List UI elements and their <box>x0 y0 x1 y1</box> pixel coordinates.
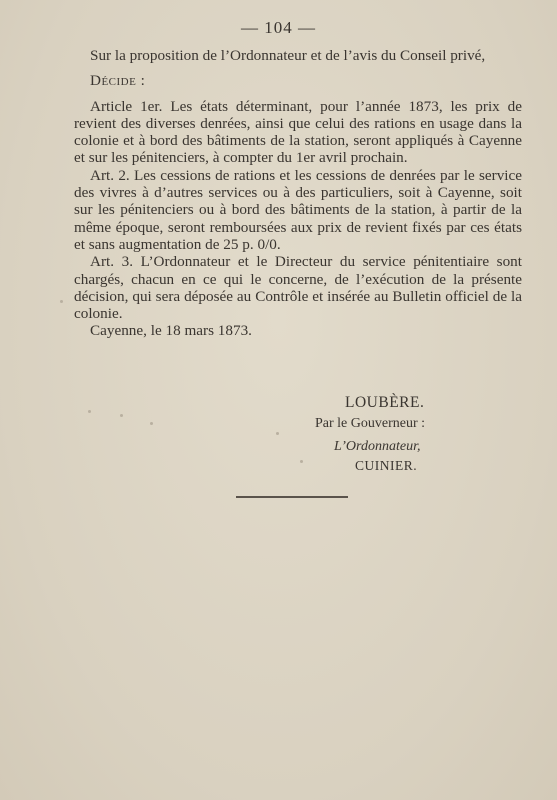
date-line: Cayenne, le 18 mars 1873. <box>90 322 252 340</box>
paper-speck <box>276 432 279 435</box>
intro-paragraph: Sur la proposition de l’Ordonnateur et de l’avis du Conseil privé, <box>90 47 486 64</box>
signature-loubere: LOUBÈRE. <box>345 394 425 411</box>
paper-speck <box>60 300 63 303</box>
closing-rule <box>236 496 348 498</box>
article-2: Art. 2. Les cessions de rations et les cessions de denrées par le service des vivres à d’autres services ou à des particuliers, soit à Cayenne, soit sur les pénitenciers ou à bord des bâtiments de la station, à partir de la même époque, seront remboursées aux prix de revient fixés par ces états et sans augmentation de 25 p. 0/0. <box>74 166 522 253</box>
signature-par-le-gouverneur: Par le Gouverneur : <box>315 416 426 431</box>
paper-speck <box>150 422 153 425</box>
decision-text <box>74 47 522 340</box>
page-number: — 104 — <box>241 18 316 37</box>
paper-speck <box>300 460 303 463</box>
article-3: Art. 3. L’Ordonnateur et le Directeur du service pénitentiaire sont chargés, chacun en ce qui le concerne, de l’exécution de la présente décision, qui sera déposée au Contrôle et insérée au Bulletin officiel de la colonie. <box>74 253 522 323</box>
decide-heading: Décide : <box>90 72 146 90</box>
signature-ordonnateur: L’Ordonnateur, <box>334 439 421 454</box>
paper-speck <box>120 414 123 417</box>
article-1: Article 1er. Les états déterminant, pour l’année 1873, les prix de revient des diverses denrées, ainsi que celui des rations en usage dans la colonie et à bord des bâtiments de la station, seront appliqués à Cayenne et sur les pénitenciers, à compter du 1er avril prochain. <box>74 97 522 167</box>
signature-cuinier: CUINIER. <box>355 458 418 473</box>
paper-speck <box>88 410 91 413</box>
